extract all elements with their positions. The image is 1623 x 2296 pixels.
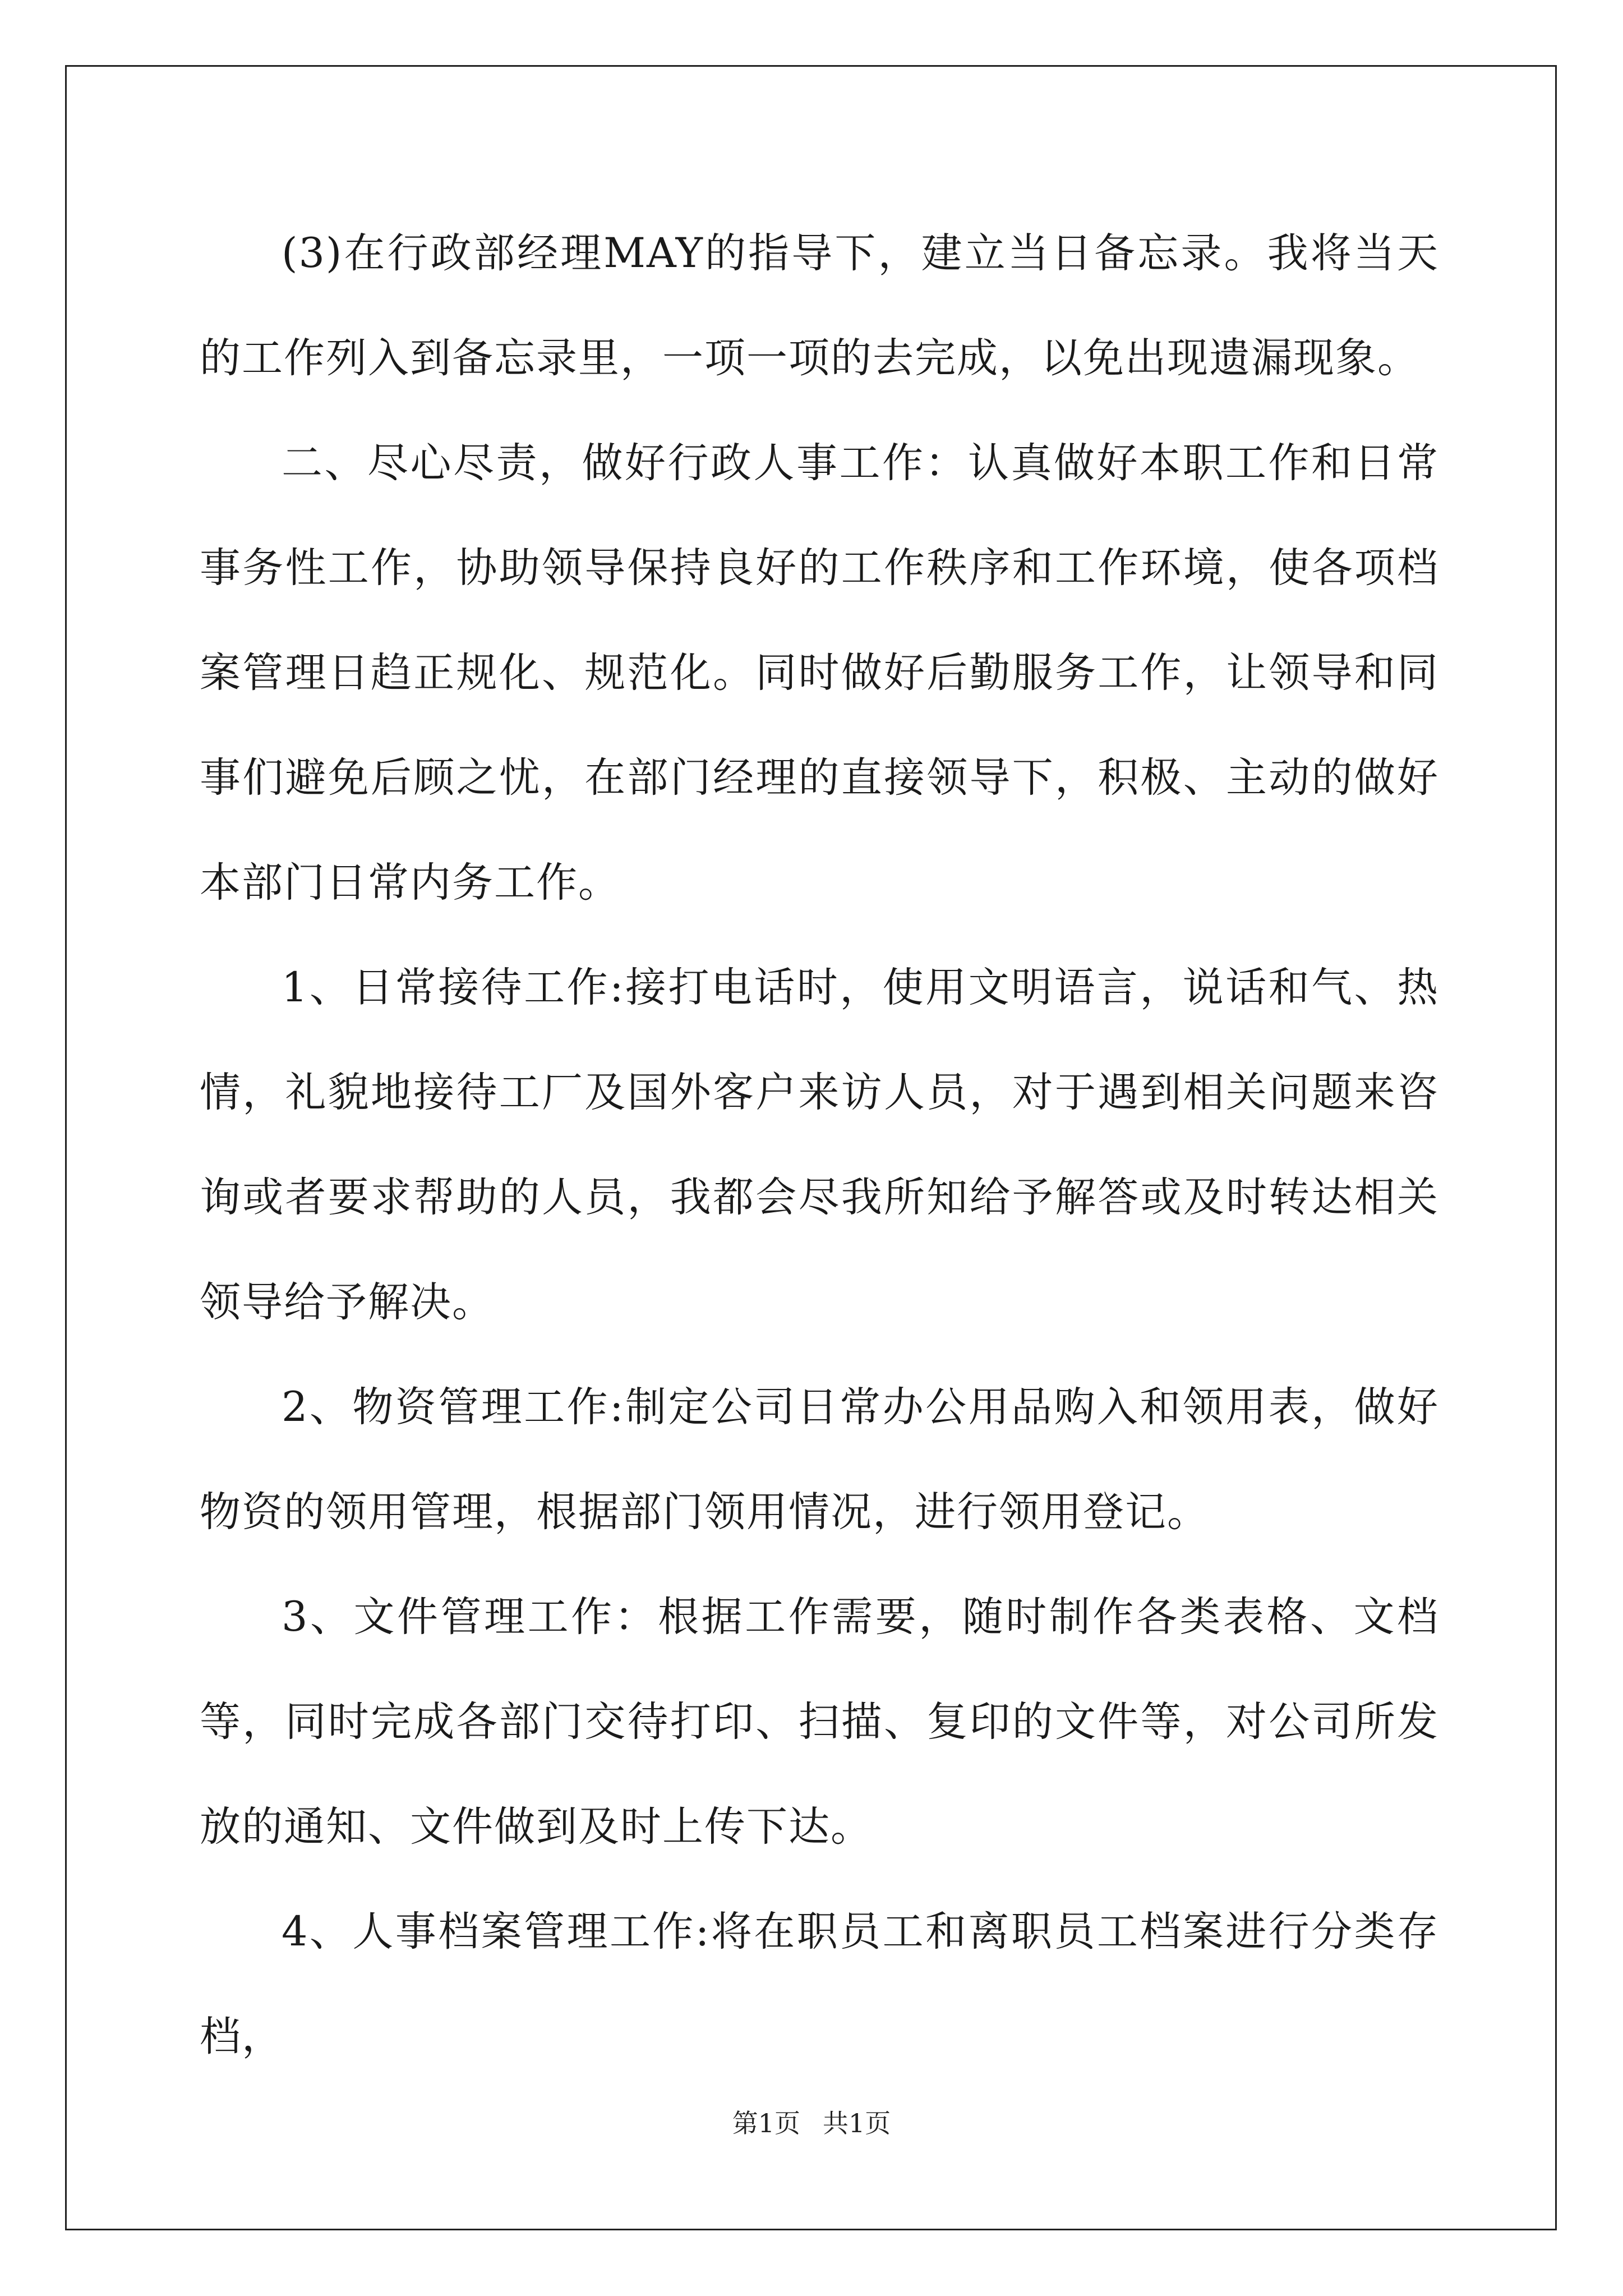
page-number-total: 共1页 <box>823 2108 891 2138</box>
paragraph-admin-duties: 二、尽心尽责，做好行政人事工作：认真做好本职工作和日常事务性工作，协助领导保持良好的工作秩序和工作环境，使各项档案管理日趋正规化、规范化。同时做好后勤服务工作，让领导和同事们避免后顾之忧，在部门经理的直接领导下，积极、主动的做好本部门日常内务工作。 <box>200 439 1439 907</box>
document-body <box>200 201 1439 2089</box>
page-footer <box>0 2108 1623 2139</box>
paragraph-reception: 1、日常接待工作:接打电话时，使用文明语言，说话和气、热情，礼貌地接待工厂及国外客户来访人员，对于遇到相关问题来咨询或者要求帮助的人员，我都会尽我所知给予解答或及时转达相关领导给予解决。 <box>200 964 1439 1326</box>
paragraph-supplies: 2、物资管理工作:制定公司日常办公用品购入和领用表，做好物资的领用管理，根据部门领用情况，进行领用登记。 <box>200 1383 1439 1536</box>
paragraph-personnel-files: 4、人事档案管理工作:将在职员工和离职员工档案进行分类存档， <box>200 1908 1439 2060</box>
paragraph-documents: 3、文件管理工作：根据工作需要，随时制作各类表格、文档等，同时完成各部门交待打印、扫描、复印的文件等，对公司所发放的通知、文件做到及时上传下达。 <box>200 1593 1439 1851</box>
page-number-current: 第1页 <box>732 2108 800 2138</box>
paragraph-memo: (3)在行政部经理MAY的指导下，建立当日备忘录。我将当天的工作列入到备忘录里，一项一项的去完成，以免出现遗漏现象。 <box>200 229 1439 382</box>
